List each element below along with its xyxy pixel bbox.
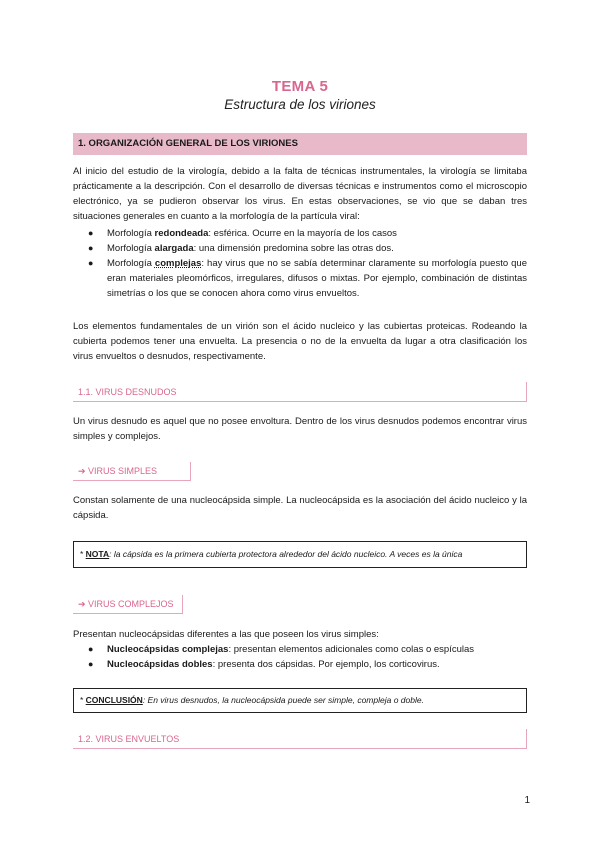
section-heading-virus-desnudos: 1.1. VIRUS DESNUDOS — [73, 382, 527, 402]
section-heading-virus-envueltos: 1.2. VIRUS ENVUELTOS — [73, 729, 527, 749]
list-item: ● Morfología complejas: hay virus que no se sabía determinar claramente su morfología puesto que eran materiales pleomórficos, irregulares, difusos o mixtas. Por ejemplo, combinación de distintas simetrías o los que se conocen ahora como virus envueltos. — [88, 258, 527, 299]
bullet-icon: ● — [88, 258, 94, 268]
complejos-list — [73, 642, 527, 672]
conclusion-label: CONCLUSIÓN — [85, 695, 143, 705]
list-item: ● Nucleocápsidas dobles: presenta dos cápsidas. Por ejemplo, los corticovirus. — [88, 659, 440, 670]
complejos-paragraph: Presentan nucleocápsidas diferentes a las que poseen los virus simples: — [73, 629, 379, 640]
document-subtitle: Estructura de los viriones — [224, 97, 376, 112]
list-item: ● Morfología redondeada: esférica. Ocurre en la mayoría de los casos — [88, 228, 397, 239]
bullet-icon: ● — [88, 659, 94, 669]
document-title: TEMA 5 — [271, 78, 329, 95]
subheading-virus-complejos: ➔ VIRUS COMPLEJOS — [73, 595, 183, 614]
subheading-virus-simples: ➔ VIRUS SIMPLES — [73, 462, 191, 481]
intro-paragraph: Al inicio del estudio de la virología, debido a la falta de técnicas instrumentales, la virología se limitaba prácticamente a la descripción. Con el desarrollo de diversas técnicas e instrumentos como el microscopio electrónico, ya se pudieron observar los virus. En estas observaciones, se vio que se daban tres situaciones generales en cuanto a la morfología de la partícula viral: — [73, 166, 527, 222]
elements-paragraph: Los elementos fundamentales de un virión son el ácido nucleico y las cubiertas proteicas. Rodeando la cubierta podemos tener una envuelta. La presencia o no de la envuelta da lugar a otra clasificación los virus envueltos o desnudos, respectivamente. — [73, 321, 527, 362]
note-label: NOTA — [85, 549, 110, 559]
list-item: ● Nucleocápsidas complejas: presentan elementos adicionales como colas o espículas — [88, 644, 475, 655]
desnudos-paragraph: Un virus desnudo es aquel que no posee envoltura. Dentro de los virus desnudos podemos encontrar virus simples y complejos. — [73, 416, 527, 442]
bullet-icon: ● — [88, 644, 94, 654]
note-box: * NOTA: la cápsida es la primera cubierta protectora alrededor del ácido nucleico. A veces es la única — [73, 541, 527, 568]
morphology-list — [73, 226, 527, 301]
section-heading-organizacion: 1. ORGANIZACIÓN GENERAL DE LOS VIRIONES — [73, 133, 527, 155]
simples-paragraph: Constan solamente de una nucleocápsida simple. La nucleocápsida es la asociación del ácido nucleico y la cápsida. — [73, 495, 527, 521]
list-item: ● Morfología alargada: una dimensión predomina sobre las otras dos. — [88, 243, 394, 254]
page-number: 1 — [524, 795, 530, 806]
bullet-icon: ● — [88, 228, 94, 238]
bullet-icon: ● — [88, 243, 94, 253]
conclusion-box: * CONCLUSIÓN: En virus desnudos, la nucleocápsida puede ser simple, compleja o doble. — [73, 688, 527, 713]
